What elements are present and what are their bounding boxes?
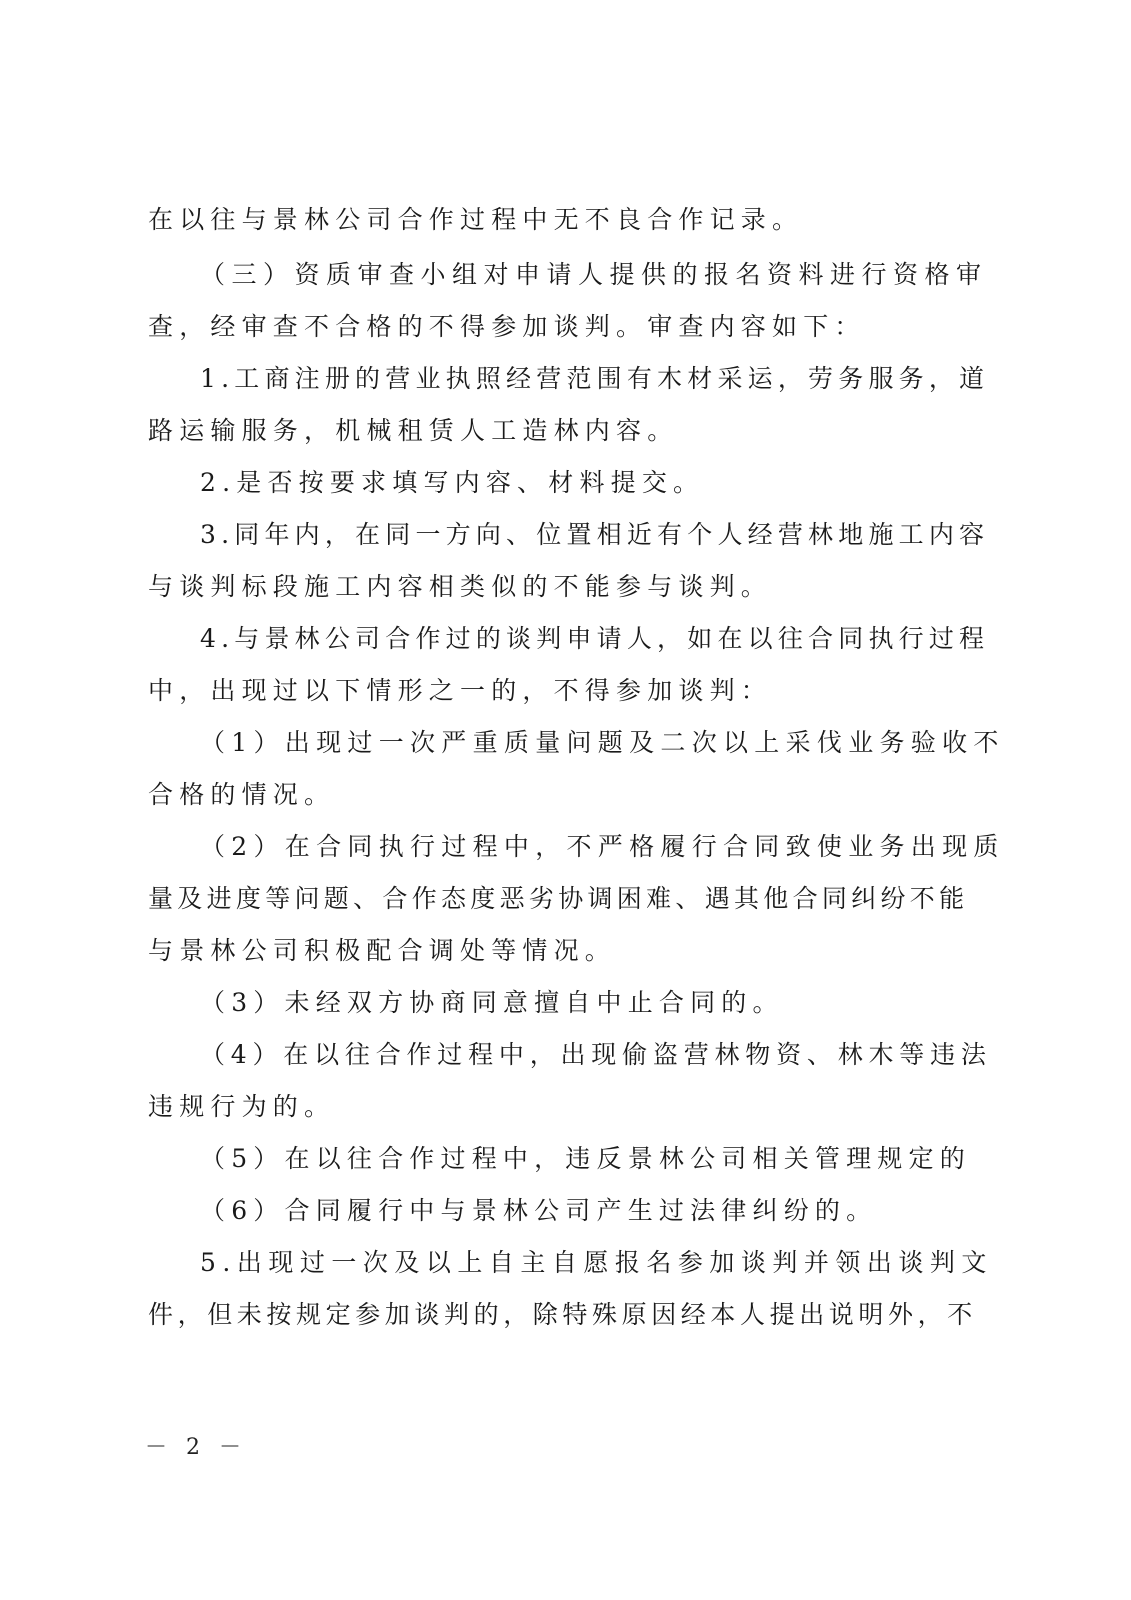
text-line-9: 4.与景林公司合作过的谈判申请人，如在以往合同执行过程 — [200, 624, 990, 653]
text-line-19: （5）在以往合作过程中，违反景林公司相关管理规定的 — [200, 1144, 971, 1173]
text-line-11: （1）出现过一次严重质量问题及二次以上采伐业务验收不 — [200, 728, 1005, 757]
text-line-6: 2.是否按要求填写内容、材料提交。 — [200, 468, 705, 497]
page-number: － 2 － — [145, 1435, 247, 1460]
text-line-13: （2）在合同执行过程中，不严格履行合同致使业务出现质 — [200, 832, 1005, 861]
text-line-4: 1.工商注册的营业执照经营范围有木材采运，劳务服务，道 — [200, 364, 990, 393]
text-line-1: 在以往与景林公司合作过程中无不良合作记录。 — [148, 205, 804, 234]
text-line-5: 路运输服务，机械租赁人工造林内容。 — [148, 416, 679, 445]
text-line-12: 合格的情况。 — [148, 780, 336, 809]
text-line-15: 与景林公司积极配合调处等情况。 — [148, 936, 617, 965]
text-line-14: 量及进度等问题、合作态度恶劣协调困难、遇其他合同纠纷不能 — [148, 884, 969, 913]
text-line-2: （三）资质审查小组对申请人提供的报名资料进行资格审 — [200, 260, 988, 289]
text-line-10: 中，出现过以下情形之一的，不得参加谈判： — [148, 676, 773, 705]
text-line-7: 3.同年内，在同一方向、位置相近有个人经营林地施工内容 — [200, 520, 990, 549]
text-line-21: 5.出现过一次及以上自主自愿报名参加谈判并领出谈判文 — [200, 1248, 993, 1277]
text-line-18: 违规行为的。 — [148, 1092, 336, 1121]
text-line-22: 件，但未按规定参加谈判的，除特殊原因经本人提出说明外，不 — [148, 1300, 977, 1329]
text-line-20: （6）合同履行中与景林公司产生过法律纠纷的。 — [200, 1196, 878, 1225]
text-line-3: 查，经审查不合格的不得参加谈判。审查内容如下： — [148, 312, 866, 341]
text-line-8: 与谈判标段施工内容相类似的不能参与谈判。 — [148, 572, 773, 601]
text-line-16: （3）未经双方协商同意擅自中止合同的。 — [200, 988, 784, 1017]
text-line-17: （4）在以往合作过程中，出现偷盗营林物资、林木等违法 — [200, 1040, 992, 1069]
